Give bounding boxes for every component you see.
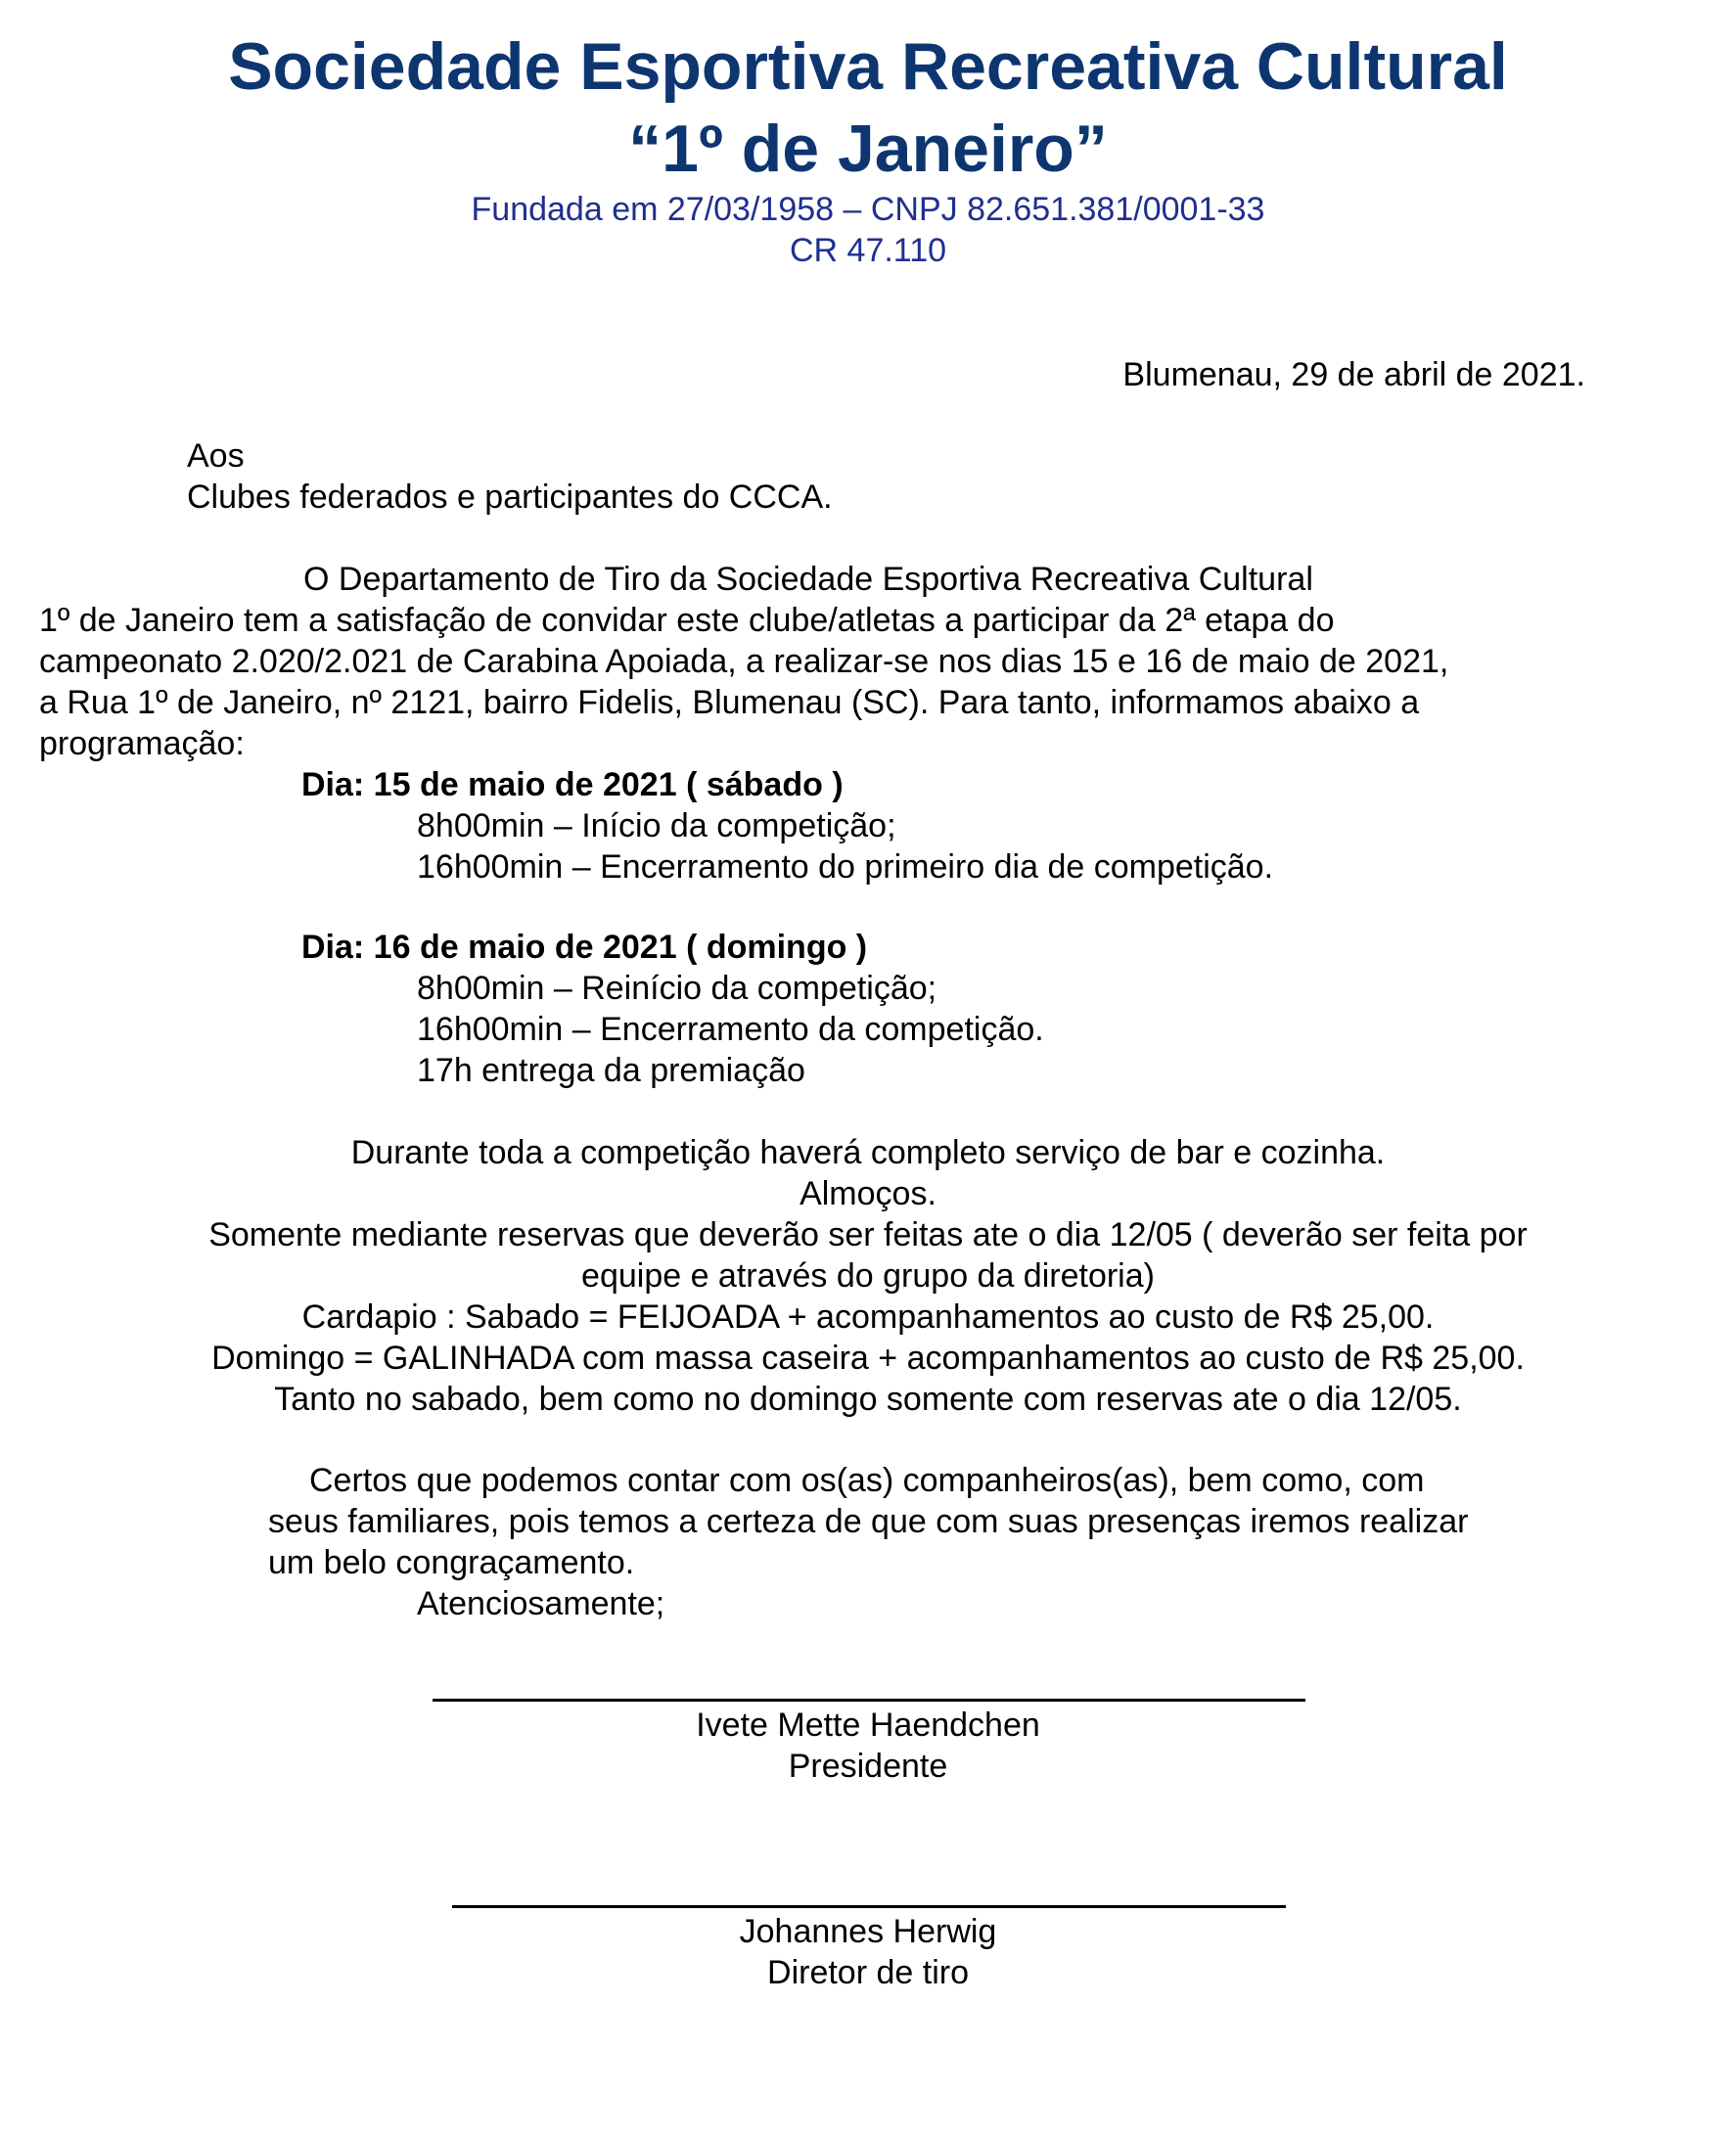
closing-line: um belo congraçamento. xyxy=(268,1544,635,1581)
letter-date: Blumenau, 29 de abril de 2021. xyxy=(1122,356,1585,393)
schedule-item: 17h entrega da premiação xyxy=(417,1052,805,1089)
food-line: Almoços. xyxy=(799,1175,937,1212)
schedule-item: 16h00min – Encerramento da competição. xyxy=(417,1011,1044,1048)
food-line: Domingo = GALINHADA com massa caseira + acompanhamentos ao custo de R$ 25,00. xyxy=(211,1340,1525,1377)
recipient-line1: Aos xyxy=(187,437,245,475)
schedule-item: 16h00min – Encerramento do primeiro dia de competição. xyxy=(417,848,1274,886)
signatory-role: Diretor de tiro xyxy=(767,1954,969,1991)
day2-heading: Dia: 16 de maio de 2021 ( domingo ) xyxy=(301,929,868,966)
intro-line: O Departamento de Tiro da Sociedade Esportiva Recreativa Cultural xyxy=(303,561,1313,598)
club-name-line2: “1º de Janeiro” xyxy=(628,112,1108,186)
recipient-line2: Clubes federados e participantes do CCCA. xyxy=(187,478,833,516)
food-line: Durante toda a competição haverá completo serviço de bar e cozinha. xyxy=(350,1134,1386,1171)
day1-heading: Dia: 15 de maio de 2021 ( sábado ) xyxy=(301,766,844,803)
food-line: Cardapio : Sabado = FEIJOADA + acompanhamentos ao custo de R$ 25,00. xyxy=(301,1298,1435,1336)
signatory-name: Ivete Mette Haendchen xyxy=(696,1707,1040,1744)
intro-line: programação: xyxy=(39,725,245,762)
cr-number: CR 47.110 xyxy=(789,232,947,269)
intro-line: campeonato 2.020/2.021 de Carabina Apoiada, a realizar-se nos dias 15 e 16 de maio de 2021, xyxy=(39,643,1449,680)
schedule-item: 8h00min – Reinício da competição; xyxy=(417,970,937,1007)
food-line: Somente mediante reservas que deverão ser feitas ate o dia 12/05 ( deverão ser feita por xyxy=(208,1216,1528,1253)
sign-off: Atenciosamente; xyxy=(417,1585,665,1622)
closing-line: seus familiares, pois temos a certeza de que com suas presenças iremos realizar xyxy=(268,1503,1469,1540)
club-name-line1: Sociedade Esportiva Recreativa Cultural xyxy=(228,29,1508,104)
founded-cnpj: Fundada em 27/03/1958 – CNPJ 82.651.381/0001-33 xyxy=(471,191,1265,228)
signatory-name: Johannes Herwig xyxy=(739,1913,997,1950)
signatory-role: Presidente xyxy=(788,1748,948,1785)
closing-line: Certos que podemos contar com os(as) companheiros(as), bem como, com xyxy=(309,1462,1425,1499)
food-line: Tanto no sabado, bem como no domingo somente com reservas ate o dia 12/05. xyxy=(274,1381,1462,1418)
food-line: equipe e através do grupo da diretoria) xyxy=(581,1257,1155,1295)
intro-line: a Rua 1º de Janeiro, nº 2121, bairro Fidelis, Blumenau (SC). Para tanto, informamos abaixo a xyxy=(39,684,1420,721)
intro-line: 1º de Janeiro tem a satisfação de convidar este clube/atletas a participar da 2ª etapa do xyxy=(39,602,1335,639)
signature-line xyxy=(452,1905,1286,1908)
schedule-item: 8h00min – Início da competição; xyxy=(417,807,896,844)
signature-line xyxy=(433,1699,1305,1702)
